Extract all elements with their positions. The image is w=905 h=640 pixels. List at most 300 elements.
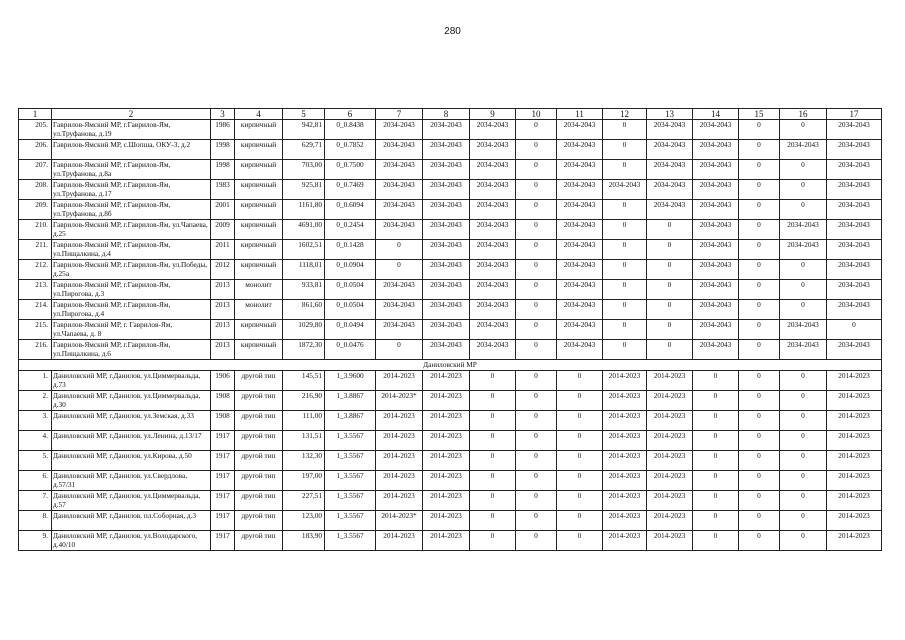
table-cell: 0 (516, 531, 557, 551)
table-cell: монолит (235, 280, 283, 300)
table-cell: 2034-2043 (470, 180, 516, 200)
table-cell: 2034-2043 (827, 200, 882, 220)
table-cell: 2014-2023 (376, 431, 423, 451)
table-cell: 1_3.5567 (325, 531, 376, 551)
table-cell: кирпичный (235, 320, 283, 340)
table-cell: 2034-2043 (470, 220, 516, 240)
table-cell: 2014-2023 (827, 471, 882, 491)
table-cell: 1_3.8867 (325, 391, 376, 411)
table-cell: 2034-2043 (376, 120, 423, 140)
address-cell: Гаврилов-Ямский МР, г.Гаврилов-Ям, ул.Труфанова, д.19 (52, 120, 211, 140)
area-cell: 703,00 (283, 160, 325, 180)
row-number-cell: 1. (19, 371, 52, 391)
table-cell: 0 (739, 491, 780, 511)
table-cell: 2034-2043 (423, 320, 470, 340)
table-cell: 2034-2043 (693, 140, 739, 160)
column-header: 17 (827, 109, 882, 120)
address-cell: Гаврилов-Ямский МР, г.Гаврилов-Ям, ул.Труфанова, д.17 (52, 180, 211, 200)
area-cell: 216,90 (283, 391, 325, 411)
table-cell: 1_3.5567 (325, 431, 376, 451)
table-cell: 1917 (211, 451, 235, 471)
table-cell: 1998 (211, 140, 235, 160)
table-row (19, 491, 882, 511)
table-cell: 0 (516, 260, 557, 280)
table-cell: 1_3.8867 (325, 411, 376, 431)
column-header: 10 (516, 109, 557, 120)
area-cell: 1602,51 (283, 240, 325, 260)
row-number-cell: 208. (19, 180, 52, 200)
table-cell: 2034-2043 (423, 340, 470, 360)
address-cell: Гаврилов-Ямский МР, г.Гаврилов-Ям, ул.Чапаева, д.25 (52, 220, 211, 240)
table-cell: 0 (557, 451, 603, 471)
table-row (19, 320, 882, 340)
table-cell: другой тип (235, 371, 283, 391)
table-cell: 2014-2023 (827, 531, 882, 551)
table-cell: 0 (739, 511, 780, 531)
table-cell: 0 (739, 280, 780, 300)
table-cell: 0 (603, 200, 647, 220)
table-cell: 1986 (211, 120, 235, 140)
area-cell: 183,90 (283, 531, 325, 551)
table-cell: 0 (557, 391, 603, 411)
table-cell: 0 (647, 280, 693, 300)
table-cell: 2014-2023 (376, 491, 423, 511)
table-cell: 2034-2043 (557, 200, 603, 220)
table-cell: 0 (780, 431, 827, 451)
table-cell: 2014-2023 (603, 491, 647, 511)
table-cell: 2034-2043 (557, 320, 603, 340)
table-cell: 0 (516, 300, 557, 320)
table-cell: 0 (739, 240, 780, 260)
table-cell: 0 (557, 531, 603, 551)
table-cell: 0_0.0504 (325, 300, 376, 320)
table-cell: 2014-2023 (827, 411, 882, 431)
table-cell: 2034-2043 (423, 180, 470, 200)
area-cell: 227,51 (283, 491, 325, 511)
table-cell: 0_0.6094 (325, 200, 376, 220)
table-cell: 0 (516, 511, 557, 531)
table-cell: 0 (739, 300, 780, 320)
table-cell: 2013 (211, 320, 235, 340)
table-cell: кирпичный (235, 140, 283, 160)
table-cell: 0 (827, 320, 882, 340)
table-cell: 0 (470, 391, 516, 411)
address-cell: Даниловский МР, г.Данилов, ул.Кирова, д.50 (52, 451, 211, 471)
table-cell: 2034-2043 (376, 160, 423, 180)
table-cell: 0 (647, 240, 693, 260)
table-cell: 2009 (211, 220, 235, 240)
table-cell: 2014-2023 (603, 411, 647, 431)
address-cell: Даниловский МР, г.Данилов, пл.Соборная, д.3 (52, 511, 211, 531)
table-cell: 2034-2043 (470, 160, 516, 180)
table-cell: кирпичный (235, 240, 283, 260)
area-cell: 942,81 (283, 120, 325, 140)
row-number-cell: 5. (19, 451, 52, 471)
table-cell: 0_0.0494 (325, 320, 376, 340)
table-cell: 1998 (211, 160, 235, 180)
address-cell: Гаврилов-Ямский МР, г.Гаврилов-Ям, ул.Пищалкина, д.4 (52, 240, 211, 260)
table-cell: 2014-2023 (603, 511, 647, 531)
table-cell: 2034-2043 (557, 240, 603, 260)
table-cell: 0 (376, 340, 423, 360)
row-number-cell: 210. (19, 220, 52, 240)
table-cell: 2014-2023 (423, 411, 470, 431)
table-cell: 0 (516, 280, 557, 300)
table-cell: 0 (693, 391, 739, 411)
table-cell: 2034-2043 (693, 300, 739, 320)
table-cell: 2034-2043 (780, 220, 827, 240)
area-cell: 123,00 (283, 511, 325, 531)
area-cell: 111,00 (283, 411, 325, 431)
table-cell: 2014-2023 (647, 451, 693, 471)
table-cell: 1_3.5567 (325, 451, 376, 471)
table-cell: 0 (693, 471, 739, 491)
address-cell: Гаврилов-Ямский МР, г.Гаврилов-Ям, ул.Пирогова, д.3 (52, 280, 211, 300)
table-cell: 2034-2043 (647, 160, 693, 180)
table-cell: 0 (780, 160, 827, 180)
column-header: 1 (19, 109, 52, 120)
table-cell: 2014-2023 (423, 371, 470, 391)
column-header: 2 (52, 109, 211, 120)
table-cell: 2014-2023 (647, 471, 693, 491)
column-header: 16 (780, 109, 827, 120)
table-cell: 0 (376, 240, 423, 260)
table-cell: 1_3.9600 (325, 371, 376, 391)
table-cell: монолит (235, 300, 283, 320)
table-cell: 0 (557, 511, 603, 531)
table-cell: 2034-2043 (827, 280, 882, 300)
table-cell: 2014-2023 (647, 391, 693, 411)
table-cell: 2034-2043 (693, 340, 739, 360)
table-cell: 2034-2043 (376, 140, 423, 160)
address-cell: Даниловский МР, г.Данилов, ул.Циммервальда, д.57 (52, 491, 211, 511)
table-cell: 0 (557, 371, 603, 391)
table-cell: 2014-2023 (603, 431, 647, 451)
table-cell: 2014-2023 (603, 391, 647, 411)
table-cell: 2034-2043 (470, 240, 516, 260)
table-cell: 0 (516, 160, 557, 180)
table-cell: 2034-2043 (470, 320, 516, 340)
table-cell: 0 (470, 471, 516, 491)
table-cell: 0_0.8438 (325, 120, 376, 140)
housing-repair-table (18, 108, 882, 551)
table-cell: 1917 (211, 491, 235, 511)
table-cell: 2034-2043 (780, 240, 827, 260)
table-cell: 2034-2043 (376, 200, 423, 220)
table-row (19, 180, 882, 200)
table-cell: кирпичный (235, 340, 283, 360)
table-cell: 0 (603, 300, 647, 320)
table-cell: 2034-2043 (470, 300, 516, 320)
row-number-cell: 205. (19, 120, 52, 140)
table-cell: 2034-2043 (827, 220, 882, 240)
table-cell: 0 (557, 491, 603, 511)
table-cell: 0 (780, 300, 827, 320)
table-cell: 0 (780, 451, 827, 471)
table-cell: 0 (516, 451, 557, 471)
table-cell: 0 (470, 531, 516, 551)
table-row (19, 280, 882, 300)
table-cell: 2034-2043 (470, 340, 516, 360)
table-cell: 2014-2023 (603, 531, 647, 551)
column-header: 4 (235, 109, 283, 120)
table-cell: 0 (470, 411, 516, 431)
table-cell: 2034-2043 (423, 120, 470, 140)
table-cell: 2034-2043 (423, 240, 470, 260)
table-cell: 2034-2043 (827, 300, 882, 320)
column-header: 15 (739, 109, 780, 120)
table-cell: кирпичный (235, 220, 283, 240)
table-cell: 0 (516, 320, 557, 340)
address-cell: Даниловский МР, г.Данилов, ул.Ленина, д.13/17 (52, 431, 211, 451)
table-cell: 1917 (211, 511, 235, 531)
table-cell: 0 (603, 280, 647, 300)
table-cell: 0 (780, 491, 827, 511)
table-row (19, 451, 882, 471)
table-cell: кирпичный (235, 120, 283, 140)
table-cell: 2034-2043 (647, 180, 693, 200)
row-number-cell: 6. (19, 471, 52, 491)
table-cell: 2034-2043 (557, 260, 603, 280)
table-cell: 2034-2043 (423, 160, 470, 180)
row-number-cell: 211. (19, 240, 52, 260)
row-number-cell: 215. (19, 320, 52, 340)
table-cell: 2034-2043 (470, 260, 516, 280)
table-cell: 0 (603, 320, 647, 340)
table-cell: 0 (516, 391, 557, 411)
table-cell: 0_0.0904 (325, 260, 376, 280)
row-number-cell: 207. (19, 160, 52, 180)
table-cell: 0_0.7469 (325, 180, 376, 200)
table-cell: 0 (780, 411, 827, 431)
row-number-cell: 7. (19, 491, 52, 511)
column-header: 5 (283, 109, 325, 120)
area-cell: 132,30 (283, 451, 325, 471)
table-cell: 2014-2023 (603, 451, 647, 471)
table-cell: 2034-2043 (780, 340, 827, 360)
row-number-cell: 213. (19, 280, 52, 300)
table-cell: 2034-2043 (827, 260, 882, 280)
table-cell: 0 (647, 300, 693, 320)
table-cell: другой тип (235, 411, 283, 431)
area-cell: 131,51 (283, 431, 325, 451)
table-cell: 0 (516, 220, 557, 240)
table-cell: 2034-2043 (557, 120, 603, 140)
table-cell: 0 (739, 160, 780, 180)
table-cell: 0 (780, 371, 827, 391)
table-row (19, 511, 882, 531)
table-cell: 2013 (211, 280, 235, 300)
table-cell: 0 (693, 431, 739, 451)
table-cell: 2034-2043 (693, 200, 739, 220)
table-cell: 2034-2043 (693, 320, 739, 340)
table-cell: 1_3.5567 (325, 471, 376, 491)
table-cell: 2034-2043 (557, 220, 603, 240)
table-cell: 2014-2023 (647, 511, 693, 531)
table-cell: 2014-2023 (423, 471, 470, 491)
table-cell: 0 (693, 531, 739, 551)
table-cell: 0 (516, 431, 557, 451)
table-cell: 1908 (211, 391, 235, 411)
table-cell: 2014-2023 (376, 531, 423, 551)
table-cell: 2014-2023 (827, 431, 882, 451)
area-cell: 933,81 (283, 280, 325, 300)
area-cell: 861,60 (283, 300, 325, 320)
table-cell: 0 (516, 491, 557, 511)
address-cell: Гаврилов-Ямский МР, г.Гаврилов-Ям, ул.Пищалкина, д.6 (52, 340, 211, 360)
table-cell: 2034-2043 (693, 280, 739, 300)
table-cell: 2014-2023 (647, 431, 693, 451)
table-cell: 1_3.5567 (325, 511, 376, 531)
table-cell: 0 (739, 431, 780, 451)
table-cell: 2034-2043 (376, 320, 423, 340)
table-cell: 2014-2023 (423, 491, 470, 511)
table-row (19, 140, 882, 160)
area-cell: 145,51 (283, 371, 325, 391)
table-cell: 2034-2043 (647, 120, 693, 140)
row-number-cell: 216. (19, 340, 52, 360)
table-cell: 2034-2043 (423, 260, 470, 280)
address-cell: Даниловский МР, г.Данилов, ул.Циммервальда, д.73 (52, 371, 211, 391)
table-cell: 0 (739, 200, 780, 220)
table-cell: 0 (516, 140, 557, 160)
table-cell: 0 (739, 260, 780, 280)
table-cell: 0 (739, 371, 780, 391)
table-row (19, 300, 882, 320)
address-cell: Гаврилов-Ямский МР, г.Гаврилов-Ям, ул.Труфанова, д.8а (52, 160, 211, 180)
row-number-cell: 212. (19, 260, 52, 280)
table-cell: 2014-2023 (827, 491, 882, 511)
table-cell: 0 (603, 340, 647, 360)
table-cell: 0 (780, 471, 827, 491)
table-cell: другой тип (235, 491, 283, 511)
table-cell: 0 (557, 431, 603, 451)
table-cell: 0_0.1428 (325, 240, 376, 260)
table-cell: 2034-2043 (693, 120, 739, 140)
table-cell: 2034-2043 (376, 280, 423, 300)
table-cell: 1983 (211, 180, 235, 200)
table-cell: 2014-2023 (376, 371, 423, 391)
table-cell: 0 (739, 140, 780, 160)
table-cell: 2034-2043 (557, 280, 603, 300)
table-body (19, 109, 882, 551)
table-cell: 0 (603, 260, 647, 280)
table-cell: 0 (603, 160, 647, 180)
table-cell: 1917 (211, 471, 235, 491)
column-header: 7 (376, 109, 423, 120)
table-cell: 2034-2043 (827, 240, 882, 260)
address-cell: Гаврилов-Ямский МР, с.Шопша, ОКУ-3, д.2 (52, 140, 211, 160)
table-cell: 2034-2043 (423, 300, 470, 320)
table-cell: 0 (739, 391, 780, 411)
table-row (19, 531, 882, 551)
table-row (19, 431, 882, 451)
row-number-cell: 3. (19, 411, 52, 431)
table-cell: 2034-2043 (647, 140, 693, 160)
table-cell: 2034-2043 (470, 200, 516, 220)
table-cell: другой тип (235, 531, 283, 551)
table-cell: 0 (470, 451, 516, 471)
table-cell: 0 (780, 531, 827, 551)
table-cell: 0 (780, 180, 827, 200)
table-cell: 0 (516, 371, 557, 391)
column-header: 12 (603, 109, 647, 120)
table-cell: 0_0.2454 (325, 220, 376, 240)
column-header: 6 (325, 109, 376, 120)
table-cell: 0 (739, 220, 780, 240)
table-cell: другой тип (235, 471, 283, 491)
table-cell: 0 (603, 220, 647, 240)
table-cell: 0 (780, 391, 827, 411)
area-cell: 1161,80 (283, 200, 325, 220)
table-cell: 1917 (211, 531, 235, 551)
address-cell: Гаврилов-Ямский МР, г.Гаврилов-Ям, ул.Труфанова, д.8б (52, 200, 211, 220)
table-cell: 0 (516, 471, 557, 491)
table-cell: 2014-2023* (376, 391, 423, 411)
table-cell: 2034-2043 (376, 180, 423, 200)
table-cell: 0 (516, 180, 557, 200)
table-cell: 0_0.0476 (325, 340, 376, 360)
row-number-cell: 214. (19, 300, 52, 320)
table-cell: 2014-2023 (647, 371, 693, 391)
table-cell: 0 (780, 280, 827, 300)
table-cell: 2034-2043 (693, 220, 739, 240)
table-cell: 2014-2023 (827, 451, 882, 471)
table-cell: 0 (780, 511, 827, 531)
table-cell: 2014-2023* (376, 511, 423, 531)
row-number-cell: 206. (19, 140, 52, 160)
area-cell: 1118,01 (283, 260, 325, 280)
table-cell: 2034-2043 (470, 280, 516, 300)
address-cell: Даниловский МР, г.Данилов, ул.Циммервальда, д.30 (52, 391, 211, 411)
table-cell: 1908 (211, 411, 235, 431)
table-cell: 0 (739, 451, 780, 471)
address-cell: Гаврилов-Ямский МР, г.Гаврилов-Ям, ул.Пирогова, д.4 (52, 300, 211, 320)
table-cell: 2014-2023 (376, 451, 423, 471)
table-cell: 0 (780, 120, 827, 140)
table-cell: 0 (470, 491, 516, 511)
table-cell: 0 (470, 511, 516, 531)
table-cell: 2034-2043 (423, 280, 470, 300)
table-cell: 2034-2043 (376, 220, 423, 240)
table-cell: 0 (516, 240, 557, 260)
area-cell: 629,71 (283, 140, 325, 160)
table-cell: кирпичный (235, 260, 283, 280)
table-cell: 2034-2043 (376, 300, 423, 320)
table-cell: другой тип (235, 431, 283, 451)
table-cell: другой тип (235, 511, 283, 531)
table-cell: 2034-2043 (557, 140, 603, 160)
address-cell: Даниловский МР, г.Данилов, ул.Земская, д.33 (52, 411, 211, 431)
column-header: 11 (557, 109, 603, 120)
table-cell: 2014-2023 (423, 531, 470, 551)
table-cell: 0 (739, 531, 780, 551)
table-cell: 2014-2023 (603, 471, 647, 491)
table-cell: 0 (470, 431, 516, 451)
table-cell: 2014-2023 (423, 511, 470, 531)
table-cell: 2014-2023 (603, 371, 647, 391)
table-cell: 0 (739, 320, 780, 340)
table-cell: 0 (516, 200, 557, 220)
table-cell: 2034-2043 (557, 180, 603, 200)
table-cell: 0 (739, 120, 780, 140)
table-cell: 0 (647, 220, 693, 240)
page-number: 280 (444, 26, 461, 37)
table-cell: 0 (603, 240, 647, 260)
table-cell: 2034-2043 (780, 140, 827, 160)
table-cell: 0 (693, 511, 739, 531)
table-cell: 2034-2043 (693, 260, 739, 280)
